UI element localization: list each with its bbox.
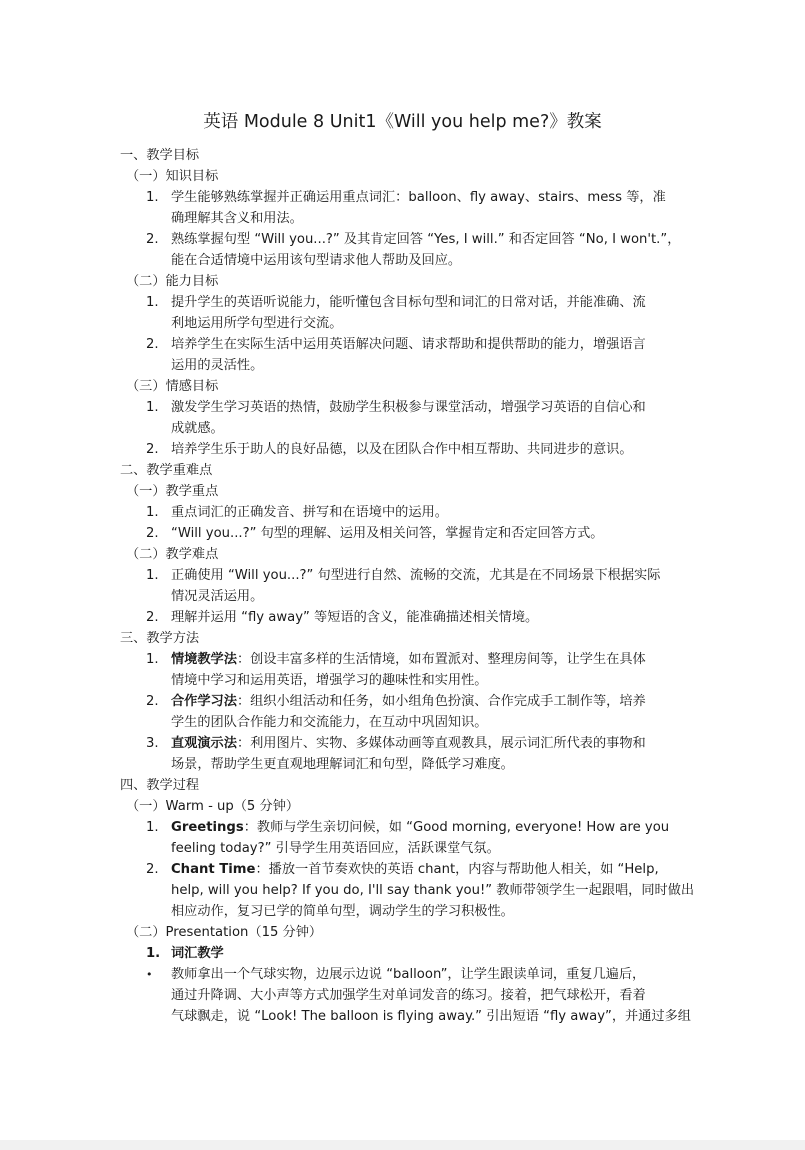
method-label: 合作学习法 [171, 694, 237, 709]
list-item: 1. Greetings：教师与学生亲切问候，如 “Good morning, everyone! How are you feeling today?” 引导学生用英语回应，活跃课堂气氛。 [146, 820, 670, 856]
section-heading-process: 四、教学过程 [120, 778, 200, 793]
list-item: 1. 提升学生的英语听说能力，能听懂包含目标句型和词汇的日常对话，并能准确、流 利地运用所学句型进行交流。 [146, 295, 646, 331]
activity-label: Greetings [171, 820, 244, 835]
subheading-difficulty: （二）教学难点 [126, 547, 219, 562]
subheading-presentation: （二）Presentation（15 分钟） [126, 925, 323, 940]
vocabulary-teaching-label: 词汇教学 [171, 946, 224, 961]
section-heading-methods: 三、教学方法 [120, 631, 200, 646]
activity-label: Chant Time [171, 862, 256, 877]
list-item: 2. 培养学生在实际生活中运用英语解决问题、请求帮助和提供帮助的能力，增强语言 运用的灵活性。 [146, 337, 646, 373]
bullet-item: • 教师拿出一个气球实物，边展示边说 “balloon”，让学生跟读单词，重复几遍后， 通过升降调、大小声等方式加强学生对单词发音的练习。接着，把气球松开，看着 气球飘走，说 “Look! The balloon is flying away.” 引出短语 “fly away”，并通过多组 [120, 964, 685, 1027]
subheading-warm-up: （一）Warm - up（5 分钟） [126, 799, 300, 814]
list-item: 2. 理解并运用 “fly away” 等短语的含义，能准确描述相关情境。 [146, 610, 539, 625]
list-item: 1. 词汇教学 [120, 943, 685, 964]
list-item: 3. 直观演示法：利用图片、实物、多媒体动画等直观教具，展示词汇所代表的事物和 场景，帮助学生更直观地理解词汇和句型，降低学习难度。 [146, 736, 646, 772]
section-heading-key-points: 二、教学重难点 [120, 463, 213, 478]
list-item: 2. Chant Time：播放一首节奏欢快的英语 chant，内容与帮助他人相关，如 “Help, help, will you help? If you do, I'll say thank you!” 教师带领学生一起跟唱，同时做出 相应动作，复习已学的简单句型，调动学生的学习积极性。 [146, 862, 695, 919]
subheading-focus: （一）教学重点 [126, 484, 219, 499]
document-title: 英语 Module 8 Unit1《Will you help me?》教案 [203, 112, 602, 132]
subheading-knowledge: （一）知识目标 [126, 169, 219, 184]
list-item: 1. 学生能够熟练掌握并正确运用重点词汇：balloon、fly away、stairs、mess 等，准 确理解其含义和用法。 [146, 190, 666, 226]
method-label: 情境教学法 [171, 652, 237, 667]
list-item: 1. 激发学生学习英语的热情，鼓励学生积极参与课堂活动，增强学习英语的自信心和 成就感。 [146, 400, 646, 436]
section-heading-objectives: 一、教学目标 [120, 148, 200, 163]
list-item: 2. 熟练掌握句型 “Will you...?” 及其肯定回答 “Yes, I will.” 和否定回答 “No, I won't.”， 能在合适情境中运用该句型请求他人帮助及回应。 [146, 232, 681, 268]
subheading-ability: （二）能力目标 [126, 274, 219, 289]
subheading-emotion: （三）情感目标 [126, 379, 219, 394]
list-item: 2. “Will you...?” 句型的理解、运用及相关问答，掌握肯定和否定回答方式。 [146, 526, 604, 541]
list-item: 1. 情境教学法：创设丰富多样的生活情境，如布置派对、整理房间等，让学生在具体 情境中学习和运用英语，增强学习的趣味性和实用性。 [146, 652, 646, 688]
method-label: 直观演示法 [171, 736, 237, 751]
list-item: 2. 培养学生乐于助人的良好品德，以及在团队合作中相互帮助、共同进步的意识。 [146, 442, 633, 457]
list-item: 2. 合作学习法：组织小组活动和任务，如小组角色扮演、合作完成手工制作等，培养 学生的团队合作能力和交流能力，在互动中巩固知识。 [146, 694, 646, 730]
bullet-icon: • [146, 968, 153, 981]
list-item: 1. 正确使用 “Will you...?” 句型进行自然、流畅的交流，尤其是在不同场景下根据实际 情况灵活运用。 [146, 568, 661, 604]
list-item: 1. 重点词汇的正确发音、拼写和在语境中的运用。 [146, 505, 448, 520]
